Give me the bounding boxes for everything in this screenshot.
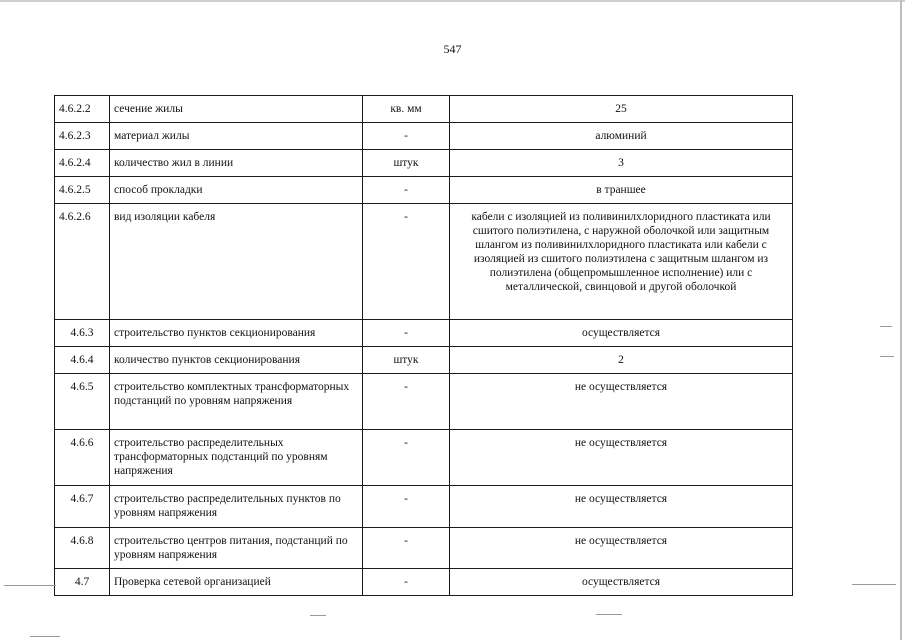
row-number: 4.6.2.4 — [55, 150, 110, 177]
scan-speck — [880, 356, 894, 357]
row-value: в траншее — [450, 177, 793, 204]
row-parameter: Проверка сетевой организацией — [110, 569, 363, 596]
scan-speck — [880, 326, 892, 327]
row-unit: - — [363, 177, 450, 204]
row-number: 4.6.4 — [55, 347, 110, 374]
row-number: 4.6.8 — [55, 528, 110, 569]
row-value: осуществляется — [450, 569, 793, 596]
row-number: 4.6.2.3 — [55, 123, 110, 150]
row-parameter: способ прокладки — [110, 177, 363, 204]
page-number: 547 — [443, 42, 462, 56]
row-number: 4.6.5 — [55, 374, 110, 430]
row-value: 25 — [450, 96, 793, 123]
table-row — [55, 347, 793, 374]
row-parameter: материал жилы — [110, 123, 363, 150]
row-value: кабели с изоляцией из поливинилхлоридного пластиката или сшитого полиэтилена, с наружной оболочкой или защитным шлангом из поливинилхлоридного пластиката или кабели с изоляцией из сшитого полиэтилена с защитным шлангом из полиэтилена (общепромышленное исполнение) или с металлической, свинцовой и другой оболочкой — [450, 204, 793, 320]
row-parameter: количество пунктов секционирования — [110, 347, 363, 374]
row-unit: штук — [363, 150, 450, 177]
table-row — [55, 177, 793, 204]
row-parameter: сечение жилы — [110, 96, 363, 123]
table-row — [55, 430, 793, 486]
scan-speck — [310, 615, 326, 616]
scan-speck — [596, 614, 622, 615]
row-unit: кв. мм — [363, 96, 450, 123]
table-row — [55, 486, 793, 528]
table-row — [55, 569, 793, 596]
row-parameter: строительство распределительных пунктов по уровням напряжения — [110, 486, 363, 528]
row-value: не осуществляется — [450, 374, 793, 430]
row-value: 3 — [450, 150, 793, 177]
row-number: 4.6.6 — [55, 430, 110, 486]
row-unit: - — [363, 204, 450, 320]
table-row — [55, 123, 793, 150]
row-unit: - — [363, 430, 450, 486]
row-parameter: строительство комплектных трансформаторных подстанций по уровням напряжения — [110, 374, 363, 430]
row-value: 2 — [450, 347, 793, 374]
table-row — [55, 374, 793, 430]
scan-speck — [30, 636, 60, 637]
row-unit: - — [363, 486, 450, 528]
row-number: 4.6.2.6 — [55, 204, 110, 320]
table-row — [55, 528, 793, 569]
row-number: 4.6.2.2 — [55, 96, 110, 123]
table-row — [55, 320, 793, 347]
scan-edge-top — [0, 0, 905, 2]
scan-speck — [852, 584, 896, 585]
row-unit: - — [363, 528, 450, 569]
row-value: не осуществляется — [450, 430, 793, 486]
row-number: 4.6.2.5 — [55, 177, 110, 204]
row-unit: - — [363, 320, 450, 347]
row-value: не осуществляется — [450, 528, 793, 569]
scan-speck — [4, 585, 56, 586]
scan-edge-right — [900, 0, 902, 640]
row-unit: - — [363, 123, 450, 150]
row-value: алюминий — [450, 123, 793, 150]
row-parameter: строительство распределительных трансформаторных подстанций по уровням напряжения — [110, 430, 363, 486]
row-value: осуществляется — [450, 320, 793, 347]
row-unit: штук — [363, 347, 450, 374]
specification-table — [54, 95, 793, 596]
row-number: 4.6.7 — [55, 486, 110, 528]
row-number: 4.6.3 — [55, 320, 110, 347]
row-parameter: количество жил в линии — [110, 150, 363, 177]
row-unit: - — [363, 374, 450, 430]
table-row — [55, 150, 793, 177]
row-number: 4.7 — [55, 569, 110, 596]
row-unit: - — [363, 569, 450, 596]
row-value: не осуществляется — [450, 486, 793, 528]
table-row — [55, 96, 793, 123]
row-parameter: строительство пунктов секционирования — [110, 320, 363, 347]
table-row — [55, 204, 793, 320]
row-parameter: строительство центров питания, подстанций по уровням напряжения — [110, 528, 363, 569]
row-parameter: вид изоляции кабеля — [110, 204, 363, 320]
